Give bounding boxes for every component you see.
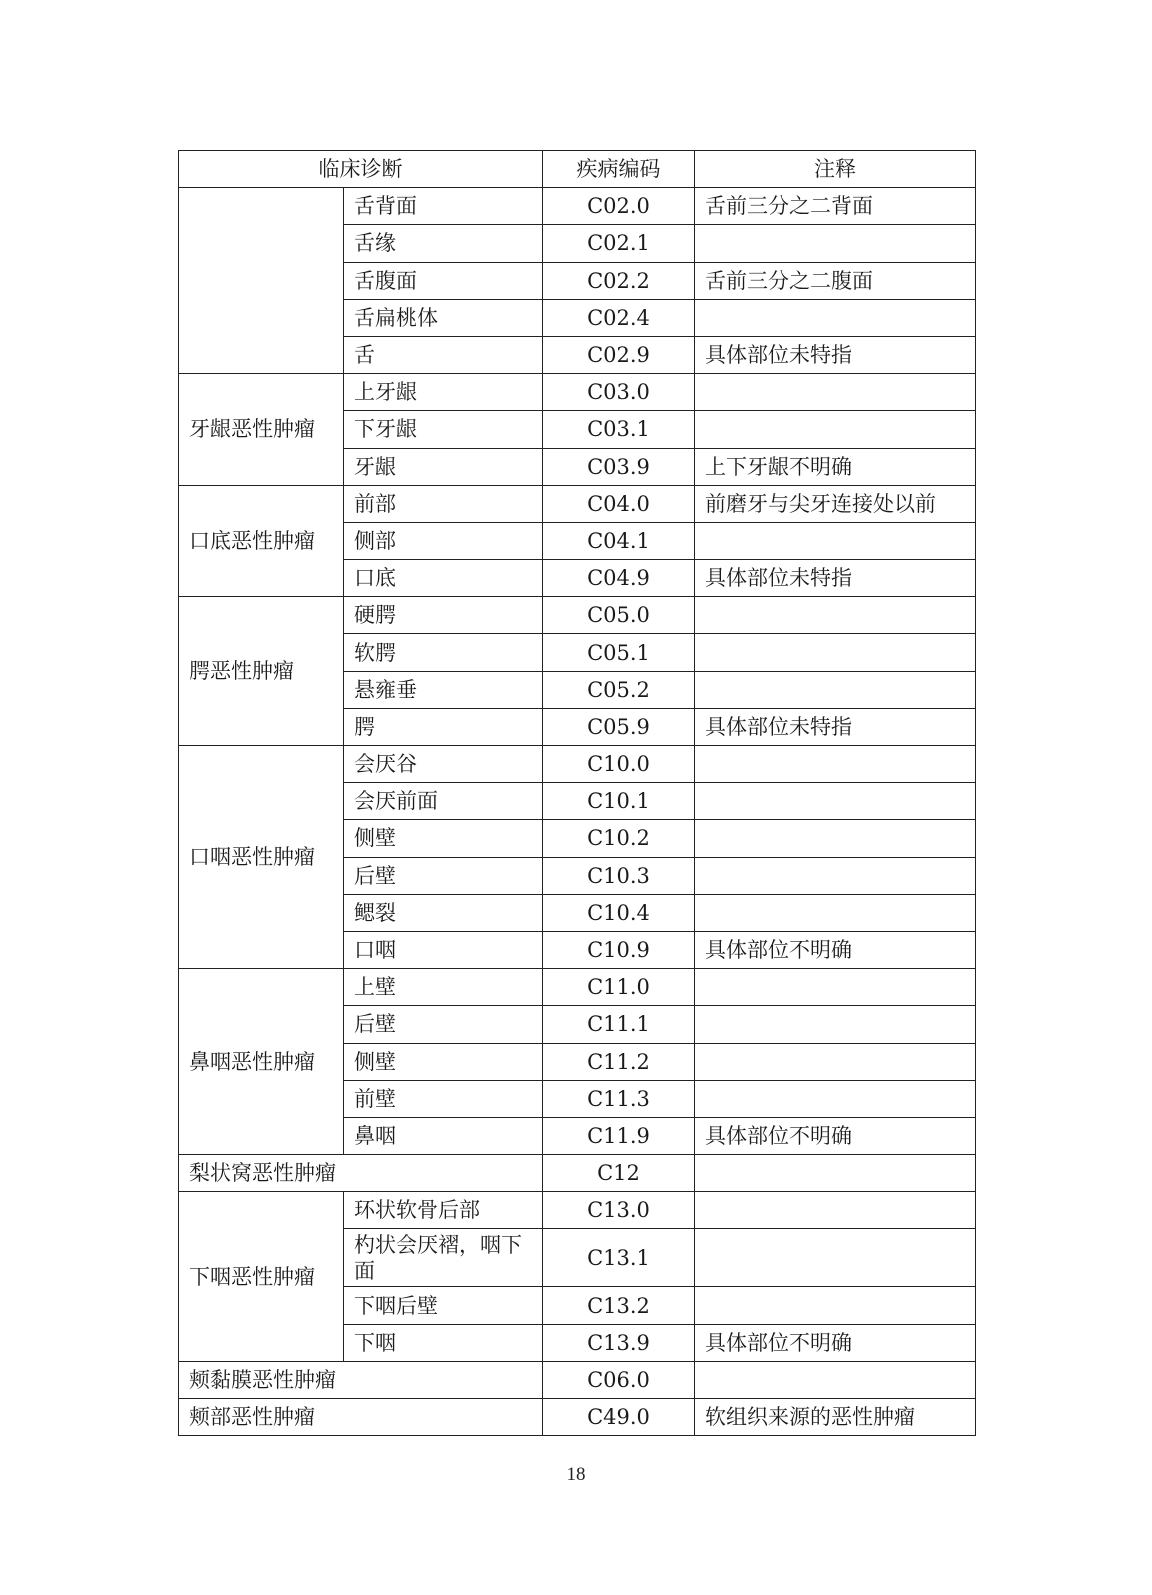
table-row — [179, 1399, 976, 1436]
table-row — [179, 1192, 976, 1229]
code-cell: C02.4 — [543, 299, 695, 336]
note-cell: 具体部位不明确 — [695, 1117, 976, 1154]
note-cell: 具体部位未特指 — [695, 336, 976, 373]
code-cell: C10.1 — [543, 783, 695, 820]
note-cell — [695, 746, 976, 783]
site-cell: 舌背面 — [344, 188, 543, 225]
note-cell — [695, 1080, 976, 1117]
site-cell: 杓状会厌褶，咽下面 — [344, 1229, 543, 1287]
note-cell — [695, 783, 976, 820]
note-cell: 软组织来源的恶性肿瘤 — [695, 1399, 976, 1436]
note-cell — [695, 894, 976, 931]
site-cell: 下咽后壁 — [344, 1287, 543, 1324]
site-cell: 下牙龈 — [344, 411, 543, 448]
group-cell — [179, 188, 344, 374]
code-cell: C02.1 — [543, 225, 695, 262]
group-cell: 梨状窝恶性肿瘤 — [179, 1155, 543, 1192]
site-cell: 口咽 — [344, 931, 543, 968]
note-cell: 具体部位未特指 — [695, 708, 976, 745]
site-cell: 牙龈 — [344, 448, 543, 485]
note-cell — [695, 1361, 976, 1398]
note-cell — [695, 969, 976, 1006]
code-cell: C10.3 — [543, 857, 695, 894]
code-cell: C13.1 — [543, 1229, 695, 1287]
group-cell: 鼻咽恶性肿瘤 — [179, 969, 344, 1155]
table-row — [179, 188, 976, 225]
site-cell: 口底 — [344, 560, 543, 597]
site-cell: 侧壁 — [344, 1043, 543, 1080]
header-disease-code: 疾病编码 — [543, 151, 695, 188]
diagnosis-code-table — [178, 150, 976, 1436]
table-row — [179, 969, 976, 1006]
table-row — [179, 746, 976, 783]
site-cell: 软腭 — [344, 634, 543, 671]
note-cell — [695, 1192, 976, 1229]
page-number: 18 — [566, 1464, 586, 1485]
note-cell — [695, 857, 976, 894]
site-cell: 下咽 — [344, 1324, 543, 1361]
note-cell: 前磨牙与尖牙连接处以前 — [695, 485, 976, 522]
code-cell: C10.2 — [543, 820, 695, 857]
group-cell: 颊黏膜恶性肿瘤 — [179, 1361, 543, 1398]
table-row — [179, 1155, 976, 1192]
note-cell — [695, 522, 976, 559]
site-cell: 硬腭 — [344, 597, 543, 634]
site-cell: 前部 — [344, 485, 543, 522]
table-row — [179, 597, 976, 634]
code-cell: C03.0 — [543, 374, 695, 411]
note-cell — [695, 411, 976, 448]
code-cell: C10.9 — [543, 931, 695, 968]
note-cell — [695, 225, 976, 262]
note-cell — [695, 299, 976, 336]
site-cell: 后壁 — [344, 857, 543, 894]
code-cell: C04.0 — [543, 485, 695, 522]
note-cell — [695, 1043, 976, 1080]
code-cell: C11.2 — [543, 1043, 695, 1080]
code-cell: C49.0 — [543, 1399, 695, 1436]
code-cell: C10.0 — [543, 746, 695, 783]
code-cell: C11.3 — [543, 1080, 695, 1117]
site-cell: 鳃裂 — [344, 894, 543, 931]
site-cell: 侧壁 — [344, 820, 543, 857]
note-cell — [695, 820, 976, 857]
code-cell: C10.4 — [543, 894, 695, 931]
code-cell: C04.1 — [543, 522, 695, 559]
group-cell: 腭恶性肿瘤 — [179, 597, 344, 746]
site-cell: 侧部 — [344, 522, 543, 559]
site-cell: 舌缘 — [344, 225, 543, 262]
code-cell: C03.9 — [543, 448, 695, 485]
header-note: 注释 — [695, 151, 976, 188]
site-cell: 上牙龈 — [344, 374, 543, 411]
note-cell: 舌前三分之二背面 — [695, 188, 976, 225]
code-cell: C02.0 — [543, 188, 695, 225]
site-cell: 前壁 — [344, 1080, 543, 1117]
site-cell: 后壁 — [344, 1006, 543, 1043]
note-cell: 上下牙龈不明确 — [695, 448, 976, 485]
code-cell: C03.1 — [543, 411, 695, 448]
site-cell: 环状软骨后部 — [344, 1192, 543, 1229]
header-clinical-diagnosis: 临床诊断 — [179, 151, 543, 188]
note-cell — [695, 634, 976, 671]
code-cell: C05.9 — [543, 708, 695, 745]
code-cell: C04.9 — [543, 560, 695, 597]
group-cell: 口咽恶性肿瘤 — [179, 746, 344, 969]
note-cell: 舌前三分之二腹面 — [695, 262, 976, 299]
site-cell: 鼻咽 — [344, 1117, 543, 1154]
table-row — [179, 485, 976, 522]
group-cell: 牙龈恶性肿瘤 — [179, 374, 344, 486]
code-cell: C02.9 — [543, 336, 695, 373]
code-cell: C02.2 — [543, 262, 695, 299]
code-cell: C06.0 — [543, 1361, 695, 1398]
group-cell: 下咽恶性肿瘤 — [179, 1192, 344, 1362]
table-row — [179, 374, 976, 411]
code-cell: C11.0 — [543, 969, 695, 1006]
note-cell: 具体部位不明确 — [695, 1324, 976, 1361]
note-cell: 具体部位未特指 — [695, 560, 976, 597]
code-cell: C12 — [543, 1155, 695, 1192]
site-cell: 悬雍垂 — [344, 671, 543, 708]
site-cell: 舌扁桃体 — [344, 299, 543, 336]
group-cell: 口底恶性肿瘤 — [179, 485, 344, 597]
note-cell — [695, 1229, 976, 1287]
code-cell: C13.2 — [543, 1287, 695, 1324]
site-cell: 会厌前面 — [344, 783, 543, 820]
site-cell: 上壁 — [344, 969, 543, 1006]
note-cell — [695, 1287, 976, 1324]
site-cell: 腭 — [344, 708, 543, 745]
code-cell: C05.2 — [543, 671, 695, 708]
site-cell: 舌 — [344, 336, 543, 373]
site-cell: 会厌谷 — [344, 746, 543, 783]
code-cell: C05.1 — [543, 634, 695, 671]
code-cell: C05.0 — [543, 597, 695, 634]
site-cell: 舌腹面 — [344, 262, 543, 299]
note-cell — [695, 671, 976, 708]
code-cell: C11.9 — [543, 1117, 695, 1154]
table-header-row — [179, 151, 976, 188]
note-cell: 具体部位不明确 — [695, 931, 976, 968]
note-cell — [695, 597, 976, 634]
table-row — [179, 1361, 976, 1398]
group-cell: 颊部恶性肿瘤 — [179, 1399, 543, 1436]
code-cell: C13.0 — [543, 1192, 695, 1229]
code-cell: C13.9 — [543, 1324, 695, 1361]
code-cell: C11.1 — [543, 1006, 695, 1043]
note-cell — [695, 1155, 976, 1192]
note-cell — [695, 374, 976, 411]
note-cell — [695, 1006, 976, 1043]
